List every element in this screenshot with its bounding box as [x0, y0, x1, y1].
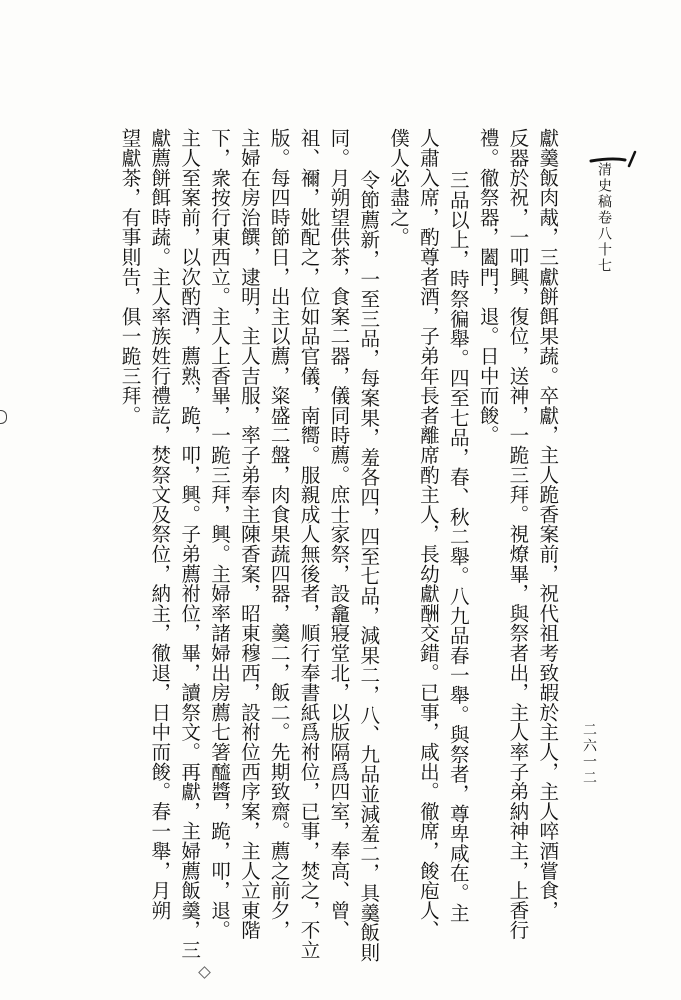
text-column-14: 獻薦餅餌時蔬。主人率族姓行禮訖，焚祭文及祭位，納主，徹退，日中而餕。春一舉，月朔 — [147, 128, 171, 920]
text-column-7: 令節薦新，一至三品，每案果，羞各四，四至七品，減果二，八、九品並減羞二，具羹飯則 — [356, 170, 380, 962]
running-header-title: 清史稿卷八十七 — [596, 162, 612, 274]
binding-mark — [0, 410, 7, 424]
text-body — [118, 128, 558, 988]
text-column-3: 禮。徹祭器，闔門，退。日中而餕。 — [476, 128, 500, 445]
text-column-2: 反器於祝，一叩興，復位，送神，一跪三拜。視燎畢，與祭者出，主人率子弟納神主，上香行 — [505, 128, 529, 940]
page-number: 二六一二 — [581, 722, 597, 786]
text-column-12: 下，衆按行東西立。主人上香畢，一跪三拜，興。主婦率諸婦出房薦七箸醯醬，跪，叩，退。 — [207, 128, 231, 940]
text-column-6: 僕人必盡之。 — [386, 128, 410, 247]
text-column-4: 三品以上，時祭徧舉。四至七品，春、秋二舉。八九品春一舉。與祭者，尊卑咸在。主 — [446, 170, 470, 923]
text-column-11: 主婦在房治饌，逮明，主人吉服，率子弟奉主陳香案，昭東穆西，設祔位西序案，主人立東階 — [237, 128, 261, 940]
text-column-10: 版。每四時節日，出主以薦，粢盛二盤，肉食果蔬四器，羹二，飯二。先期致齋。薦之前夕， — [267, 128, 291, 940]
text-column-5: 人肅入席，酌尊者酒，子弟年長者離席酌主人，長幼獻酬交錯。已事，咸出。徹席，餕庖人、 — [416, 128, 440, 940]
text-column-8: 同。月朔望供茶，食案二器，儀同時薦。庶士家祭，設龕寢堂北，以版隔爲四室，奉高、曾、 — [326, 128, 350, 940]
text-column-13: 主人至案前，以次酌酒，薦熟，跪，叩，興。子弟薦祔位，畢，讀祭文。再獻，主婦薦飯羹，三 — [177, 128, 201, 960]
text-column-15: 望獻茶，有事則告，俱一跪三拜。 — [118, 128, 141, 425]
text-column-9: 祖、禰，妣配之，位如品官儀，南嚮。服親成人無後者，順行奉書紙爲祔位，已事，焚之，不立 — [297, 128, 321, 960]
text-column-1: 獻羹飯肉胾，三獻餅餌果蔬。卒獻，主人跪香案前，祝代祖考致嘏於主人，主人啐酒嘗食， — [535, 128, 559, 920]
